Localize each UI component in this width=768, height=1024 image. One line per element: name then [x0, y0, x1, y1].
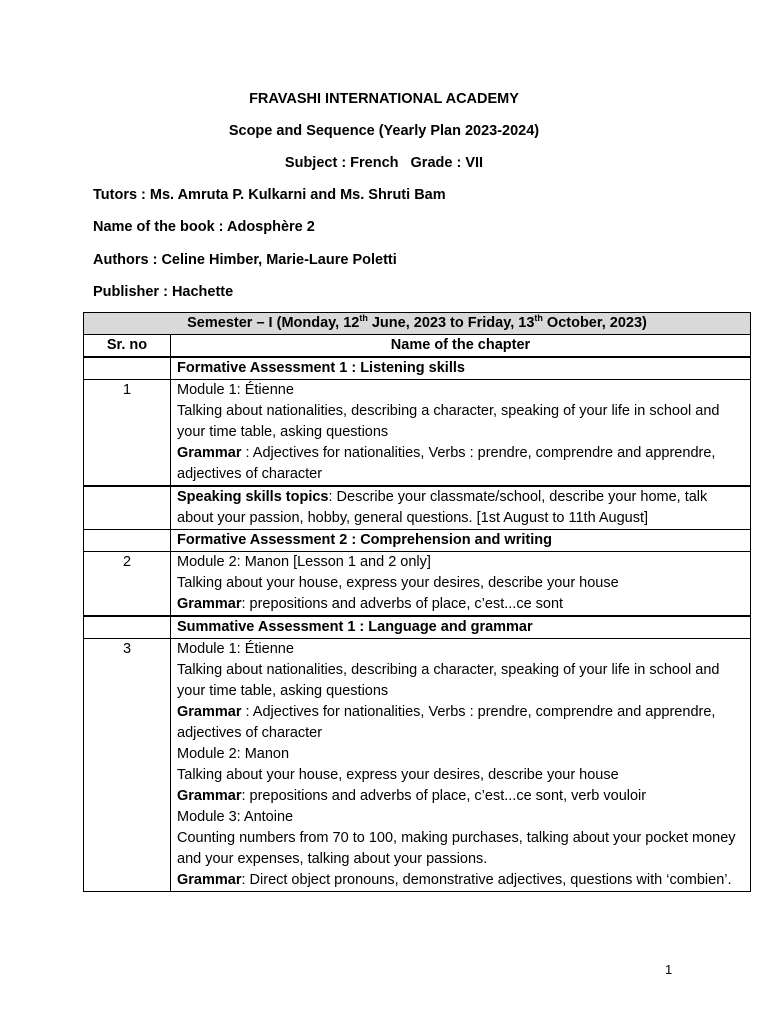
school-name: FRAVASHI INTERNATIONAL ACADEMY — [249, 91, 519, 107]
sr-no: 1 — [84, 380, 171, 487]
column-header-row — [84, 335, 751, 358]
module-description: Talking about your house, express your desires, describe your house — [177, 575, 619, 591]
book-line: Name of the book : Adosphère 2 — [93, 219, 315, 235]
col-chapter-header: Name of the chapter — [171, 335, 751, 358]
module-description: Talking about your house, express your desires, describe your house — [177, 767, 619, 783]
sa1-row — [84, 616, 751, 639]
fa2-heading: Formative Assessment 2 : Comprehension and writing — [171, 530, 751, 552]
speaking-topics: Speaking skills topics: Describe your classmate/school, describe your home, talk about your passion, hobby, general questions. [1st August to 11th August] — [171, 486, 751, 530]
module-title: Module 2: Manon [Lesson 1 and 2 only] — [177, 554, 431, 570]
sr-no: 2 — [84, 552, 171, 617]
grade-label: Grade : VII — [410, 155, 484, 171]
table-row — [84, 380, 751, 487]
grammar-line: Grammar: Direct object pronouns, demonstrative adjectives, questions with ‘combien’. — [177, 872, 732, 888]
sr-no: 3 — [84, 639, 171, 892]
grammar-line: Grammar: prepositions and adverbs of place, c’est...ce sont, verb vouloir — [177, 788, 647, 804]
module-description: Talking about nationalities, describing a character, speaking of your life in school and your time table, asking questions — [177, 662, 720, 699]
fa2-row — [84, 530, 751, 552]
plan-title: Scope and Sequence (Yearly Plan 2023-2024) — [228, 123, 540, 139]
publisher-line: Publisher : Hachette — [93, 284, 234, 300]
chapter-cell — [171, 639, 751, 892]
module-title: Module 1: Étienne — [177, 382, 294, 398]
fa1-row — [84, 357, 751, 380]
tutors-line: Tutors : Ms. Amruta P. Kulkarni and Ms. Shruti Bam — [93, 187, 446, 203]
semester-row — [84, 313, 751, 335]
syllabus-table — [83, 312, 751, 892]
sa1-heading: Summative Assessment 1 : Language and grammar — [171, 616, 751, 639]
chapter-cell — [171, 380, 751, 487]
table-row — [84, 552, 751, 617]
module-title: Module 1: Étienne — [177, 641, 294, 657]
grammar-line: Grammar : Adjectives for nationalities, Verbs : prendre, comprendre and apprendre, adjectives of character — [177, 704, 716, 741]
table-row — [84, 639, 751, 892]
grammar-line: Grammar : Adjectives for nationalities, Verbs : prendre, comprendre and apprendre, adjectives of character — [177, 445, 716, 482]
module-title: Module 2: Manon — [177, 746, 290, 762]
chapter-cell — [171, 552, 751, 617]
module-title: Module 3: Antoine — [177, 809, 294, 825]
fa1-heading: Formative Assessment 1 : Listening skills — [171, 357, 751, 380]
speaking-row — [84, 486, 751, 530]
col-srno-header: Sr. no — [84, 335, 171, 358]
semester-heading: Semester – I (Monday, 12th June, 2023 to Friday, 13th October, 2023) — [84, 313, 751, 335]
authors-line: Authors : Celine Himber, Marie-Laure Poletti — [93, 252, 397, 268]
module-description: Counting numbers from 70 to 100, making purchases, talking about your pocket money and your expenses, talking about your passions. — [177, 830, 736, 867]
subject-grade — [0, 154, 768, 172]
subject-label: Subject : French — [284, 155, 399, 171]
grammar-line: Grammar: prepositions and adverbs of place, c’est...ce sont — [177, 596, 564, 612]
module-description: Talking about nationalities, describing a character, speaking of your life in school and your time table, asking questions — [177, 403, 720, 440]
page-number: 1 — [665, 962, 673, 977]
